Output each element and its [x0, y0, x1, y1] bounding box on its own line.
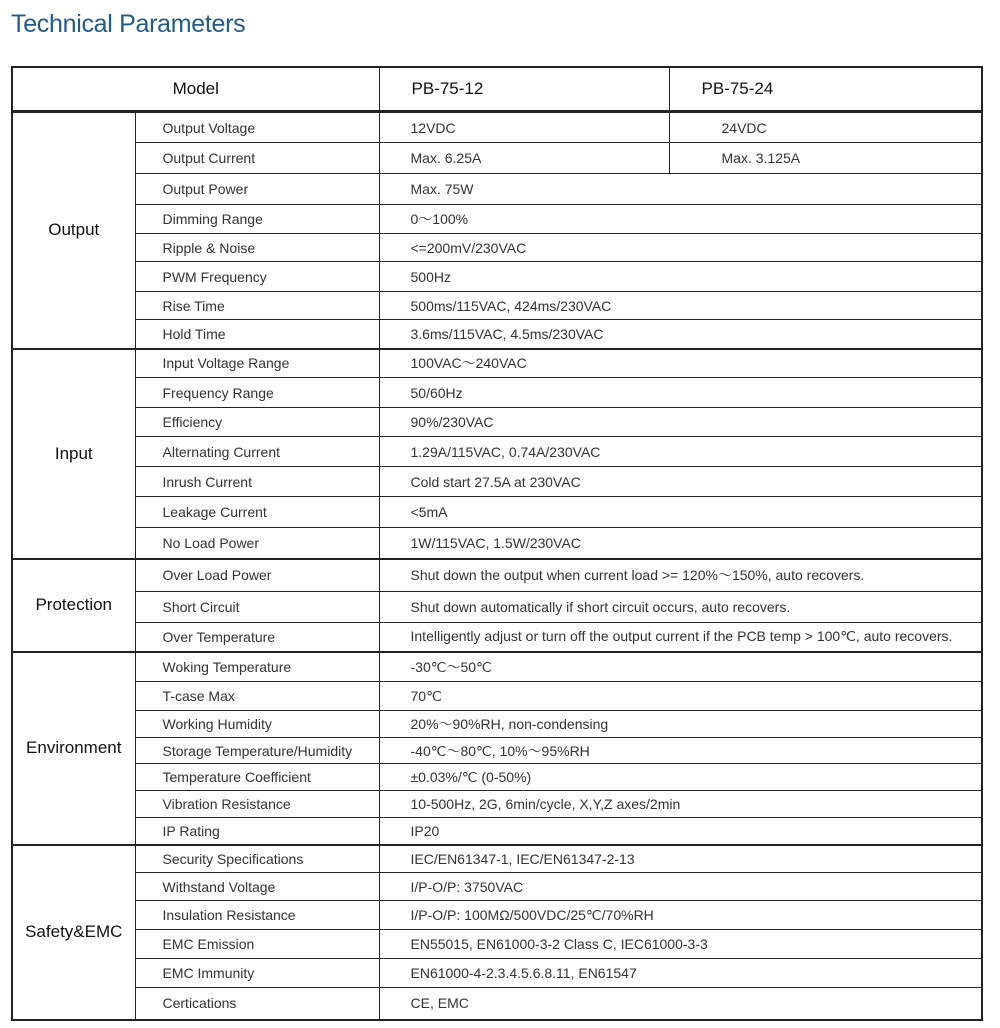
group-label: Output — [12, 112, 135, 349]
parameter-name: Withstand Voltage — [135, 873, 379, 901]
parameter-name: Security Specifications — [135, 845, 379, 873]
parameter-value: EN55015, EN61000-3-2 Class C, IEC61000-3-3 — [379, 930, 982, 959]
model-header: Model — [12, 67, 379, 112]
model-column-2: PB-75-24 — [669, 67, 982, 112]
parameter-name: Hold Time — [135, 320, 379, 349]
table-row — [12, 528, 982, 559]
parameter-value: 500Hz — [379, 262, 982, 292]
table-row — [12, 873, 982, 901]
table-row — [12, 818, 982, 845]
table-row — [12, 467, 982, 497]
parameter-name: Woking Temperature — [135, 652, 379, 682]
table-row — [12, 764, 982, 791]
parameter-value: Max. 75W — [379, 174, 982, 205]
parameter-name: Dimming Range — [135, 205, 379, 234]
spec-table — [11, 66, 983, 1021]
parameter-name: Output Voltage — [135, 112, 379, 143]
table-row — [12, 988, 982, 1020]
parameter-value: ±0.03%/℃ (0-50%) — [379, 764, 982, 791]
parameter-value: Intelligently adjust or turn off the output current if the PCB temp > 100℃, auto recovers. — [379, 623, 982, 652]
group-label: Safety&EMC — [12, 845, 135, 1020]
parameter-value: 3.6ms/115VAC, 4.5ms/230VAC — [379, 320, 982, 349]
parameter-name: Short Circuit — [135, 592, 379, 623]
parameter-value: 12VDC — [379, 112, 669, 143]
table-row — [12, 711, 982, 738]
parameter-name: EMC Emission — [135, 930, 379, 959]
parameter-name: Vibration Resistance — [135, 791, 379, 818]
parameter-name: No Load Power — [135, 528, 379, 559]
table-row — [12, 497, 982, 528]
table-row — [12, 292, 982, 320]
parameter-name: Leakage Current — [135, 497, 379, 528]
table-row — [12, 205, 982, 234]
table-row — [12, 959, 982, 988]
parameter-name: Output Current — [135, 143, 379, 174]
parameter-value: I/P-O/P: 3750VAC — [379, 873, 982, 901]
parameter-value: Shut down the output when current load >= 120%～150%, auto recovers. — [379, 559, 982, 592]
table-row — [12, 845, 982, 873]
parameter-name: Over Temperature — [135, 623, 379, 652]
parameter-name: T-case Max — [135, 682, 379, 711]
parameter-value: Max. 3.125A — [669, 143, 982, 174]
parameter-value: 70℃ — [379, 682, 982, 711]
table-row — [12, 262, 982, 292]
parameter-name: Over Load Power — [135, 559, 379, 592]
parameter-value: IEC/EN61347-1, IEC/EN61347-2-13 — [379, 845, 982, 873]
parameter-name: Ripple & Noise — [135, 234, 379, 262]
table-row — [12, 682, 982, 711]
parameter-value: -30℃～50℃ — [379, 652, 982, 682]
parameter-name: Input Voltage Range — [135, 349, 379, 378]
group-label: Protection — [12, 559, 135, 652]
parameter-value: CE, EMC — [379, 988, 982, 1020]
page-title: Technical Parameters — [11, 10, 246, 38]
parameter-name: Frequency Range — [135, 378, 379, 408]
parameter-value: 90%/230VAC — [379, 408, 982, 437]
parameter-name: Insulation Resistance — [135, 901, 379, 930]
table-row — [12, 234, 982, 262]
parameter-value: Shut down automatically if short circuit occurs, auto recovers. — [379, 592, 982, 623]
parameter-value: I/P-O/P: 100MΩ/500VDC/25℃/70%RH — [379, 901, 982, 930]
parameter-value: 50/60Hz — [379, 378, 982, 408]
parameter-name: Storage Temperature/Humidity — [135, 738, 379, 764]
parameter-value: 10-500Hz, 2G, 6min/cycle, X,Y,Z axes/2min — [379, 791, 982, 818]
parameter-name: EMC Immunity — [135, 959, 379, 988]
parameter-value: Cold start 27.5A at 230VAC — [379, 467, 982, 497]
table-row — [12, 592, 982, 623]
table-row — [12, 320, 982, 349]
parameter-name: PWM Frequency — [135, 262, 379, 292]
parameter-value: 500ms/115VAC, 424ms/230VAC — [379, 292, 982, 320]
table-row — [12, 652, 982, 682]
parameter-name: Rise Time — [135, 292, 379, 320]
parameter-value: Max. 6.25A — [379, 143, 669, 174]
parameter-name: Temperature Coefficient — [135, 764, 379, 791]
table-row — [12, 437, 982, 467]
parameter-name: Inrush Current — [135, 467, 379, 497]
parameter-value: 20%～90%RH, non-condensing — [379, 711, 982, 738]
parameter-value: 100VAC～240VAC — [379, 349, 982, 378]
parameter-name: Alternating Current — [135, 437, 379, 467]
parameter-value: 1W/115VAC, 1.5W/230VAC — [379, 528, 982, 559]
parameter-value: EN61000-4-2.3.4.5.6.8.11, EN61547 — [379, 959, 982, 988]
parameter-name: Certications — [135, 988, 379, 1020]
group-label: Environment — [12, 652, 135, 845]
parameter-value: <=200mV/230VAC — [379, 234, 982, 262]
table-row — [12, 112, 982, 143]
parameter-name: Efficiency — [135, 408, 379, 437]
parameter-value: <5mA — [379, 497, 982, 528]
parameter-name: Output Power — [135, 174, 379, 205]
table-row — [12, 174, 982, 205]
parameter-value: 1.29A/115VAC, 0.74A/230VAC — [379, 437, 982, 467]
table-row — [12, 901, 982, 930]
parameter-value: 24VDC — [669, 112, 982, 143]
table-row — [12, 623, 982, 652]
table-row — [12, 408, 982, 437]
parameter-name: IP Rating — [135, 818, 379, 845]
group-label: Input — [12, 349, 135, 559]
table-row — [12, 738, 982, 764]
model-column-1: PB-75-12 — [379, 67, 669, 112]
table-row — [12, 791, 982, 818]
table-row — [12, 559, 982, 592]
parameter-value: IP20 — [379, 818, 982, 845]
parameter-value: 0～100% — [379, 205, 982, 234]
parameter-name: Working Humidity — [135, 711, 379, 738]
table-row — [12, 349, 982, 378]
table-header-row — [12, 67, 982, 112]
table-row — [12, 930, 982, 959]
parameter-value: -40℃～80℃, 10%～95%RH — [379, 738, 982, 764]
table-row — [12, 378, 982, 408]
table-row — [12, 143, 982, 174]
